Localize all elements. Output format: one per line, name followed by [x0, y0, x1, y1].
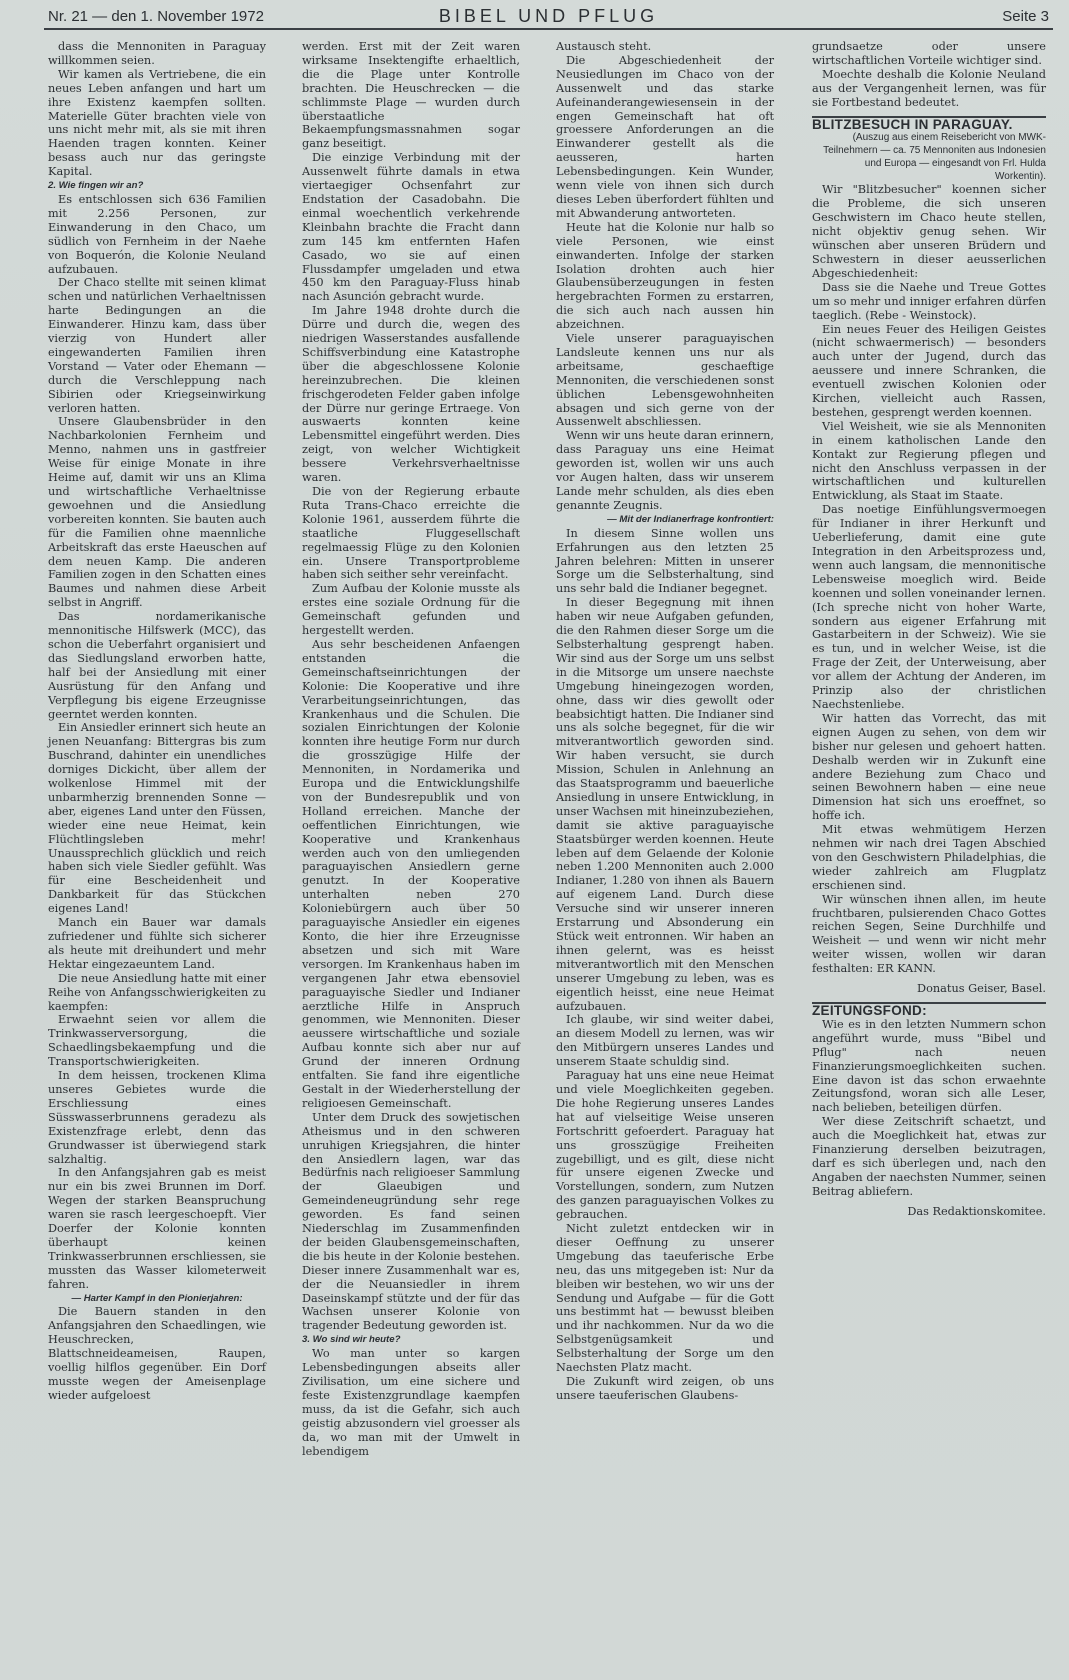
page-number: Seite 3 — [1002, 8, 1049, 25]
paragraph: Aus sehr bescheidenen Anfaengen entstanden die Gemeinschaftseinrichtungen der Kolonie: Die Kooperative und ihre Verarbeitungseinrichtungen, das Krankenhaus und die Schulen. Die sozialen Einrichtungen der Kolonie konnten ihre heutige Form nur durch die grosszügige Hilfe der Mennoniten, in Nordamerika und Europa und die Entwicklungshilfe von der Bundesrepublik und von Holland erreichen. Manche der oeffentlichen Einrichtungen, wie Kooperative und Krankenhaus werden auch von den umliegenden paraguayischen Ansiedlern gerne genutzt. In der Kooperative unterhalten neben 270 Koloniebürgern auch über 50 paraguayische Ansiedler ein eigenes Konto, die hier ihre Erzeugnisse absetzen und sich mit Ware versorgen. Im Krankenhaus haben im vergangenen Jahr etwa ebensoviel paraguayische Siedler und Indianer aerztliche Hilfe in Anspruch genommen, wie Mennoniten. Dieser aeussere wirtschaftliche und soziale Aufbau konnte sich aber nur auf Grund der inneren Ordnung entfalten. Sie fand ihre eigentliche Gestalt in der Wiederherstellung der religioesen Gemeinschaft. — [302, 637, 520, 1110]
paragraph: grundsaetze oder unsere wirtschaftlichen Vorteile wichtiger sind. — [812, 40, 1046, 67]
paragraph: Ein neues Feuer des Heiligen Geistes (nicht schwaermerisch) — besonders auch unter der Jugend, durch das aeussere und innere Schranken, die eventuell zwischen Kolonien oder Kirchen, vielleicht auch Rassen, bestehen, gesprengt werden koennen. — [812, 322, 1046, 419]
issue-date: Nr. 21 — den 1. November 1972 — [48, 8, 264, 25]
section-heading: 3. Wo sind wir heute? — [302, 1334, 401, 1346]
paragraph: Wir hatten das Vorrecht, das mit eignen Augen zu sehen, von dem wir bisher nur gelesen und gehoert hatten. Deshalb werden wir in Zukunft eine andere Beziehung zum Chaco und seinen Bewohnern haben — eine neue Dimension hat sich uns eroeffnet, so hoffe ich. — [812, 711, 1046, 823]
paragraph: Das nordamerikanische mennonitische Hilfswerk (MCC), das schon die Ueberfahrt organisiert und das Siedlungsland erworben hatte, half bei der Ansiedlung mit einer Ausrüstung für den Anfang und Verpflegung bis eigene Erzeugnisse geerntet werden konnten. — [48, 610, 266, 721]
paragraph: Ein Ansiedler erinnert sich heute an jenen Neuanfang: Bittergras bis zum Buschrand, dahinter ein unendliches dorniges Dickicht, über allem der wolkenlose Himmel mit der unbarmherzig brennenden Sonne — aber, eigenes Land unter den Füssen, wieder eine neue Heimat, kein Flüchtlingsleben mehr! Unaussprechlich glücklich und reich haben sich viele Siedler gefühlt. Was für eine Bescheidenheit und Dankbarkeit für das Stückchen eigenes Land! — [48, 721, 266, 916]
paragraph: Es entschlossen sich 636 Familien mit 2.256 Personen, zur Einwanderung in den Chaco, um südlich von Fernheim in der Naehe von Boquerón, die Kolonie Neuland aufzubauen. — [48, 192, 266, 276]
paragraph: Wenn wir uns heute daran erinnern, dass Paraguay uns eine Heimat geworden ist, wollen wir uns auch vor Augen halten, dass wir unserem Lande mehr schulden, als dies eben genannte Zeugnis. — [556, 429, 774, 512]
paragraph: Das noetige Einfühlungsvermoegen für Indianer in ihrer Herkunft und Ueberlieferung, damit eine gute Integration in den Arbeitsprozess und, wenn auch langsam, die mennonitische Lebensweise moeglich wird. Beide koennen und sollen voneinander lernen. (Ich spreche nicht von hoher Warte, sondern aus eigener Erfahrung mit Gastarbeitern in der Schweiz). Wie sie es tun, und in welcher Weise, ist die Frage der Zeit, der Unterweisung, aber vor allem der Achtung der Anderen, im Prinzip also der christlichen Naechstenliebe. — [812, 503, 1046, 711]
paragraph: Dass sie die Naehe und Treue Gottes um so mehr und inniger erfahren dürfen taeglich. (Rebe - Weinstock). — [812, 280, 1046, 322]
header-rule — [44, 28, 1053, 30]
paragraph: dass die Mennoniten in Paraguay willkommen seien. — [48, 40, 266, 67]
paragraph: Im Jahre 1948 drohte durch die Dürre und durch die, wegen des niedrigen Wasserstandes ausfallende Schiffsverbindung eine Katastrophe über die abgeschlossene Kolonie hereinzubrechen. Die kleinen frischgerodeten Felder gaben infolge der Dürre nur geringe Ertraege. Von auswaerts konnten keine Lebensmittel eingeführt werden. Dies zeigt, von welcher Wichtigkeit bessere Verkehrsverhaeltnisse waren. — [302, 304, 520, 485]
paragraph: Moechte deshalb die Kolonie Neuland aus der Vergangenheit lernen, was für sie Fortbestand bedeutet. — [812, 67, 1046, 109]
paragraph: Die Bauern standen in den Anfangsjahren den Schaedlingen, wie Heuschrecken, Blattschneideameisen, Raupen, voellig hilflos gegenüber. Ein Dorf musste wegen der Ameisenplage wieder aufgeloest — [48, 1305, 266, 1402]
paragraph: Mit etwas wehmütigem Herzen nehmen wir nach drei Tagen Abschied von den Geschwistern Philadelphias, die wieder zahlreich am Flugplatz erschienen sind. — [812, 823, 1046, 892]
section-heading: — Harter Kampf in den Pionierjahren: — [71, 1292, 243, 1304]
column-2 — [302, 40, 520, 1458]
paragraph: Wer diese Zeitschrift schaetzt, und auch die Moeglichkeit hat, etwas zur Finanzierung derselben beizutragen, darf es sich überlegen und, nach den Angaben der naechsten Nummer, seinen Beitrag abliefern. — [812, 1115, 1046, 1198]
section-heading: — Mit der Indianerfrage konfrontiert: — [607, 513, 774, 525]
paragraph: Die Zukunft wird zeigen, ob uns unsere taeuferischen Glaubens- — [556, 1375, 774, 1402]
paragraph: Der Chaco stellte mit seinen klimat schen und natürlichen Verhaeltnissen harte Bedingungen an die Einwanderer. Hinzu kam, dass über vierzig von Hundert aller eingewanderten Familien ihren Vorstand — Vater oder Ehemann — durch die Verschleppung nach Sibirien oder Kriegseinwirkung verloren hatten. — [48, 276, 266, 415]
masthead-title: BIBEL UND PFLUG — [438, 6, 659, 26]
paragraph: Viele unserer paraguayischen Landsleute kennen uns nur als arbeitsame, geschaeftige Mennoniten, die verschiedenen sonst üblichen Lebensgewohnheiten absagen und sich gerne von der Aussenwelt abschliessen. — [556, 332, 774, 429]
paragraph: Paraguay hat uns eine neue Heimat und viele Moeglichkeiten gegeben. Die hohe Regierung unseres Landes hat auf vielseitige Weise unseren Fortschritt gefoerdert. Paraguay hat uns grosszügige Freiheiten zugebilligt, und es gilt, diese nicht für unsere eigenen Zwecke und Vorstellungen, sondern, zum Nutzen des ganzen paraguayischen Volkes zu gebrauchen. — [556, 1069, 774, 1222]
paragraph: Nicht zuletzt entdecken wir in dieser Oeffnung zu unserer Umgebung das taeuferische Erbe neu, das uns mitgegeben ist: Nur da bleiben wir bestehen, wo wir uns der Sendung und Aufgabe — für die Gott uns bestimmt hat — bewusst bleiben und ihr nachkommen. Nur da wo die Selbstgenügsamkeit und Selbsterhaltung der Sorge um den Naechsten Platz macht. — [556, 1222, 774, 1375]
paragraph: Manch ein Bauer war damals zufriedener und fühlte sich sicherer als heute mit dreihundert und mehr Hektar eingezaeuntem Land. — [48, 916, 266, 971]
paragraph: Wir "Blitzbesucher" koennen sicher die Probleme, die sich unseren Geschwistern im Chaco heute stellen, nicht objektiv genug sehen. Wir wünschen aber unseren Brüdern und Schwestern in dieser aeusserlichen Abgeschiedenheit: — [812, 183, 1046, 280]
paragraph: In dem heissen, trockenen Klima unseres Gebietes wurde die Erschliessung eines Süsswasserbrunnens geradezu als Existenzfrage erlebt, denn das Grundwasser ist überwiegend stark salzhaltig. — [48, 1069, 266, 1166]
section-heading: 2. Wie fingen wir an? — [48, 180, 144, 192]
author-signature: Donatus Geiser, Basel. — [917, 982, 1046, 996]
column-3 — [556, 40, 774, 1403]
paragraph: Unter dem Druck des sowjetischen Atheismus und in den schweren unruhigen Kriegsjahren, die hinter den Ansiedlern lagen, war das Bedürfnis nach religioeser Sammlung der Glaeubigen und Gemeindeneugründung sehr rege geworden. Es fand seinen Niederschlag im Zusammenfinden der beiden Glaubensgemeinschaften, die bis heute in der Kolonie bestehen. Dieser innere Zusammenhalt war es, der die Neuansiedler in ihrem Daseinskampf stützte und der für das Wachsen unserer Kolonie von tragender Bedeutung geworden ist. — [302, 1110, 520, 1333]
paragraph: In dieser Begegnung mit ihnen haben wir neue Aufgaben gefunden, die den Rahmen dieser Sorge um die Selbsterhaltung gesprengt haben. Wir sind aus der Sorge um uns selbst in die Mitsorge um unsere naechste Umgebung hineingezogen worden, ohne, dass wir dies gewollt oder beabsichtigt hatten. Die Indianer sind uns als solche begegnet, für die wir mitverantwortlich geworden sind. Wir haben versucht, sie durch Mission, Schulen in Anlehnung an das Staatsprogramm und baeuerliche Ansiedlung in unsere Entwicklung, in unser Wachsen mit hineinzubeziehen, damit sie aktive paraguayische Staatsbürger werden koennen. Heute leben auf dem Gelaende der Kolonie neben 1.200 Mennoniten auch 2.000 Indianer, 1.280 von ihnen als Bauern auf eigenem Land. Durch diese Versuche sind wir unserer inneren Erstarrung und Absonderung ein Stück weit entronnen. Wir haben an ihnen gelernt, was es heisst mitverantwortlich mit den Menschen unserer Umgebung zu leben, was es eigentlich heisst, eine neue Heimat aufzubauen. — [556, 596, 774, 1013]
column-4 — [812, 40, 1046, 1223]
author-signature: Das Redaktionskomitee. — [907, 1204, 1046, 1218]
paragraph: In diesem Sinne wollen uns Erfahrungen aus den letzten 25 Jahren belehren: Mitten in unserer Sorge um die Selbsterhaltung, sind uns sehr bald die Indianer begegnet. — [556, 526, 774, 596]
paragraph: Erwaehnt seien vor allem die Trinkwasserversorgung, die Schaedlingsbekaempfung und die Transportschwierigkeiten. — [48, 1013, 266, 1069]
paragraph: Heute hat die Kolonie nur halb so viele Personen, wie einst einwanderten. Infolge der starken Isolation drohten auch hier Glaubensüberzeugungen in festen hergebrachten Formen zu erstarren, die sich auch nach aussen hin abzeichnen. — [556, 220, 774, 332]
paragraph: Unsere Glaubensbrüder in den Nachbarkolonien Fernheim und Menno, nahmen uns in gastfreier Weise für einige Monate in ihre Heime auf, damit wir uns an Klima und wirtschaftliche Verhaeltnisse gewoehnen und die Ansiedlung vorbereiten konnten. Sie bauten auch für die Familien ohne maennliche Arbeitskraft das erste Haeuschen auf dem neuen Kamp. Die anderen Familien zogen in den Schatten eines Baumes und nahmen diese Arbeit selbst in Angriff. — [48, 415, 266, 610]
paragraph: Wir wünschen ihnen allen, im heute fruchtbaren, pulsierenden Chaco Gottes reichen Segen, Seine Durchhilfe und Weisheit — und wenn wir nicht mehr weiter wissen, wollen wir daran festhalten: ER KANN. — [812, 892, 1046, 976]
paragraph: Die einzige Verbindung mit der Aussenwelt führte damals in etwa viertaegiger Ochsenfahrt zur Endstation der Casadobahn. Die einmal woechentlich verkehrende Kleinbahn brachte die Fracht dann zum 145 km entfernten Hafen Casado, wo sie auf einen Flussdampfer umgeladen und etwa 450 km den Paraguay-Fluss hinab nach Asunción gebracht wurde. — [302, 151, 520, 304]
paragraph: Viel Weisheit, wie sie als Mennoniten in einem katholischen Lande den Kontakt zur Regierung pflegen und nicht den Anschluss verpassen in der wirtschaftlichen und kulturellen Entwicklung, als Staat im Staate. — [812, 419, 1046, 503]
paragraph: Die neue Ansiedlung hatte mit einer Reihe von Anfangsschwierigkeiten zu kaempfen: — [48, 971, 266, 1013]
paragraph: Wir kamen als Vertriebene, die ein neues Leben anfangen und hart um ihre Existenz kaempfen sollten. Materielle Güter brachten viele von uns nicht mehr mit, als sie mit ihren Haenden tragen konnten. Keiner besass auch nur das geringste Kapital. — [48, 67, 266, 179]
paragraph: Wie es in den letzten Nummern schon angeführt wurde, muss "Bibel und Pflug" nach neuen Finanzierungsmoeglichkeiten suchen. Eine davon ist das schon erwaehnte Zeitungsfond, woran sich alle Leser, nach belieben, beteiligen dürfen. — [812, 1017, 1046, 1115]
paragraph: Zum Aufbau der Kolonie musste als erstes eine soziale Ordnung für die Gemeinschaft gefunden und hergestellt werden. — [302, 582, 520, 638]
paragraph: Ich glaube, wir sind weiter dabei, an diesem Modell zu lernen, was wir den Mitbürgern unseres Landes und unserem Staate schuldig sind. — [556, 1013, 774, 1069]
paragraph: Austausch steht. — [556, 40, 652, 53]
article-title-zeitungsfond: ZEITUNGSFOND: — [812, 1003, 927, 1018]
paragraph: In den Anfangsjahren gab es meist nur ein bis zwei Brunnen im Dorf. Wegen der starken Beanspruchung waren sie rasch leergeschoepft. Vier Doerfer der Kolonie konnten überhaupt keinen Trinkwasserbrunnen erschliessen, sie mussten das Wasser kilometerweit fahren. — [48, 1166, 266, 1291]
paragraph: Die Abgeschiedenheit der Neusiedlungen im Chaco von der Aussenwelt und das starke Aufeinanderangewiesensein in der engen Gemeinschaft hat oft groessere Anforderungen an die Einwanderer gestellt als die aeusseren, harten Lebensbedingungen. Kein Wunder, wenn viele von ihnen sich durch dieses Leben überfordert fühlten und mit Abwanderung antworteten. — [556, 53, 774, 220]
column-1 — [48, 40, 266, 1403]
article-byline: (Auszug aus einem Reisebericht von MWK-Teilnehmern — ca. 75 Mennoniten aus Indonesien und Europa — eingesandt von Frl. Hulda Workentin). — [823, 132, 1046, 183]
paragraph: Die von der Regierung erbaute Ruta Trans-Chaco erreichte die Kolonie 1961, ausserdem führte die staatliche Fluggesellschaft regelmaessig Flüge zu den Kolonien ein. Unsere Transportprobleme haben sich seither sehr vereinfacht. — [302, 485, 520, 582]
paragraph: Wo man unter so kargen Lebensbedingungen abseits aller Zivilisation, um eine sichere und feste Existenzgrundlage kaempfen muss, da ist die Gefahr, sich auch geistig abzusondern viel groesser als da, wo man mit der Umwelt in lebendigem — [302, 1347, 520, 1458]
page-header — [48, 6, 1049, 28]
paragraph: werden. Erst mit der Zeit waren wirksame Insektengifte erhaeltlich, die die Plage unter Kontrolle brachten. Die Heuschrecken — die schlimmste Plage — wurden durch überstaatliche Bekaempfungsmassnahmen sogar ganz beseitigt. — [302, 40, 520, 151]
article-title-blitzbesuch: BLITZBESUCH IN PARAGUAY. — [812, 116, 1013, 132]
